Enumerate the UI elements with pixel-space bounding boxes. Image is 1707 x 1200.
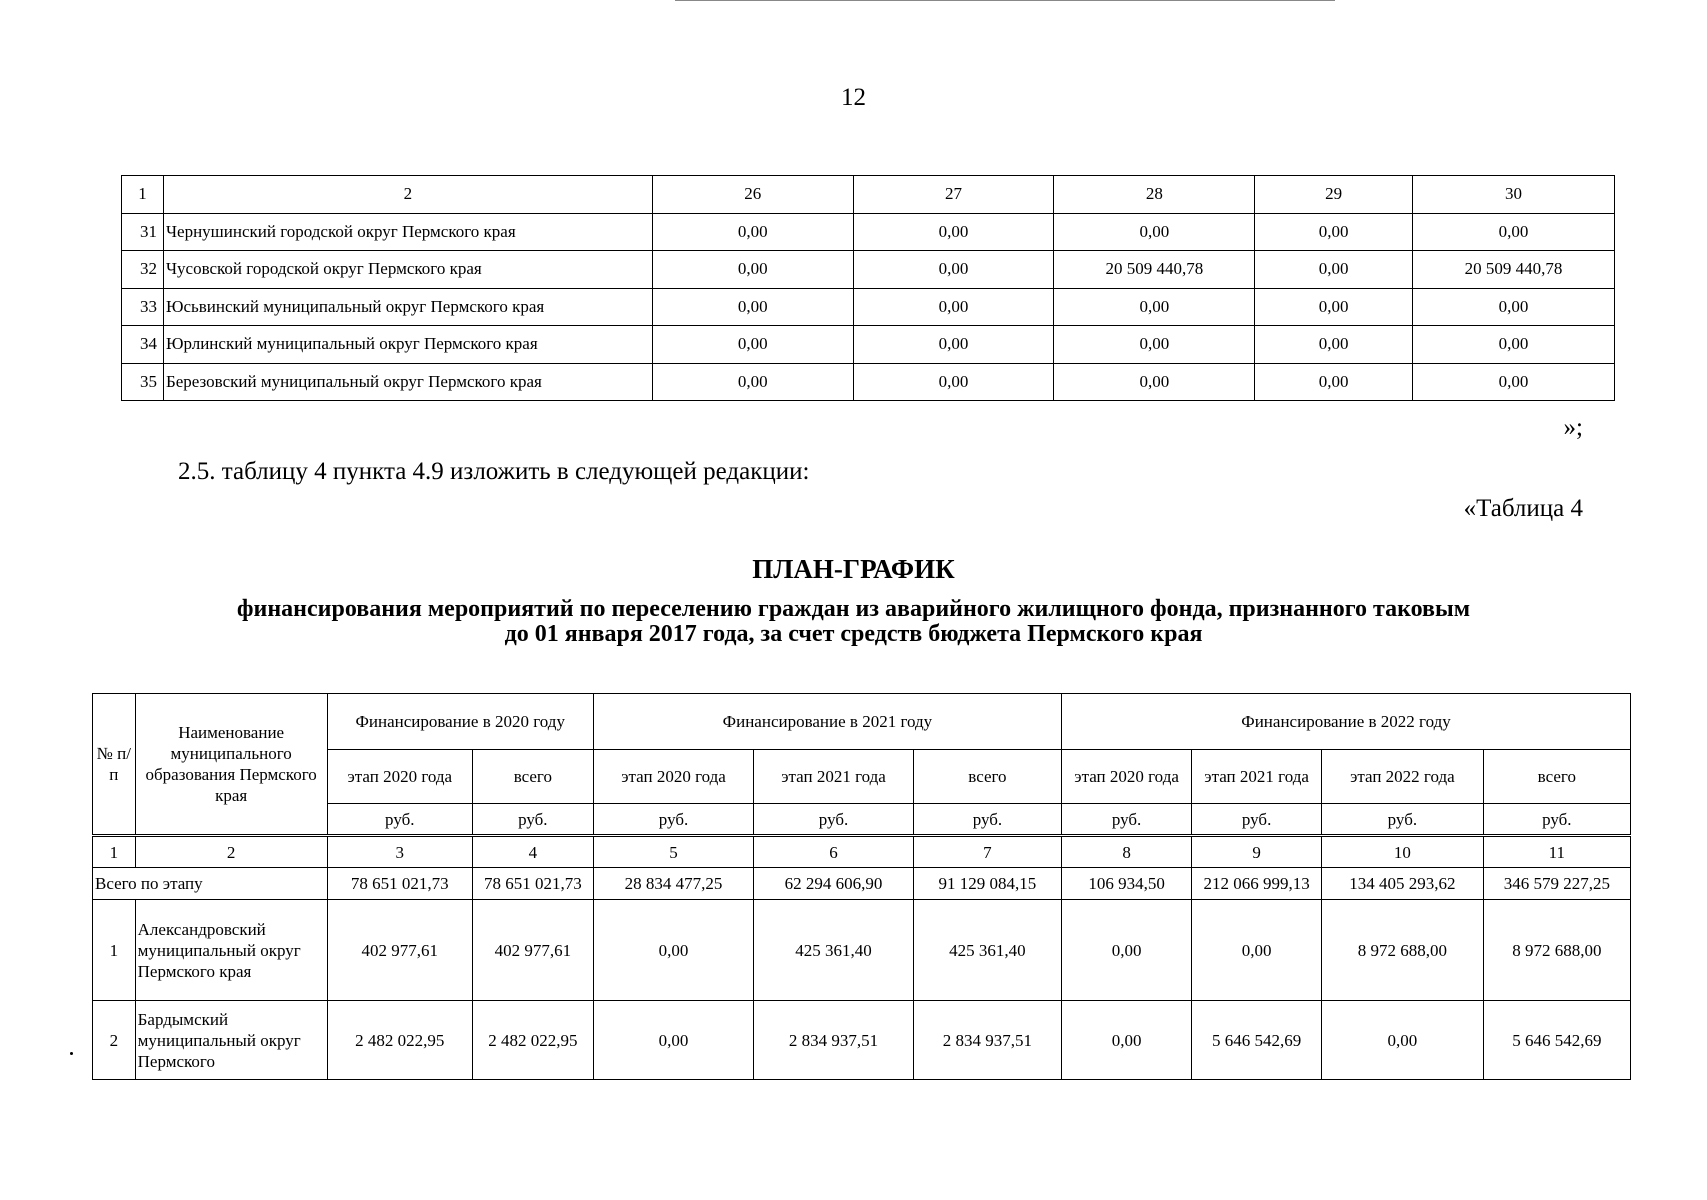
total-row: [93, 868, 1631, 900]
table-row: [122, 326, 1615, 364]
total-value: 62 294 606,90: [754, 868, 913, 900]
row-name: Чернушинский городской округ Пермского края: [163, 213, 652, 251]
table-header-row: [122, 176, 1615, 214]
header-stage: этап 2020 года: [593, 750, 754, 804]
cell: 0,00: [1054, 288, 1255, 326]
column-number: 1: [93, 836, 136, 868]
header-fin-2021: Финансирование в 2021 году: [593, 694, 1061, 750]
cell: 0,00: [1062, 900, 1192, 1001]
column-number-row: [93, 836, 1631, 868]
header-fin-2020: Финансирование в 2020 году: [327, 694, 593, 750]
cell: 20 509 440,78: [1054, 251, 1255, 289]
total-value: 28 834 477,25: [593, 868, 754, 900]
cell: 8 972 688,00: [1322, 900, 1484, 1001]
table-row: [122, 251, 1615, 289]
cell: 0,00: [1413, 213, 1615, 251]
scan-speck: [70, 1052, 73, 1055]
column-number: 2: [135, 836, 327, 868]
closing-quote: »;: [1563, 414, 1583, 441]
cell: 0,00: [593, 1001, 754, 1080]
table-row: [93, 1001, 1631, 1080]
cell: 2 834 937,51: [913, 1001, 1061, 1080]
cell: 0,00: [1413, 288, 1615, 326]
unit-cell: руб.: [1192, 804, 1322, 836]
table-row: [122, 213, 1615, 251]
row-number: 31: [122, 213, 164, 251]
column-number: 9: [1192, 836, 1322, 868]
header-cell: 30: [1413, 176, 1615, 214]
total-label: Всего по этапу: [93, 868, 328, 900]
header-cell: 29: [1255, 176, 1413, 214]
column-number: 11: [1483, 836, 1630, 868]
cell: 5 646 542,69: [1483, 1001, 1630, 1080]
cell: 0,00: [853, 363, 1054, 401]
unit-cell: руб.: [327, 804, 472, 836]
unit-cell: руб.: [1483, 804, 1630, 836]
row-number: 32: [122, 251, 164, 289]
header-row: [93, 694, 1631, 750]
table-row: [122, 288, 1615, 326]
header-stage: этап 2021 года: [1192, 750, 1322, 804]
cell: 425 361,40: [913, 900, 1061, 1001]
instruction-text: 2.5. таблицу 4 пункта 4.9 изложить в следующей редакции:: [178, 458, 810, 485]
total-value: 78 651 021,73: [327, 868, 472, 900]
row-name: Березовский муниципальный округ Пермского края: [163, 363, 652, 401]
header-stage: этап 2022 года: [1322, 750, 1484, 804]
header-fin-2022: Финансирование в 2022 году: [1062, 694, 1631, 750]
unit-cell: руб.: [754, 804, 913, 836]
column-number: 10: [1322, 836, 1484, 868]
total-value: 91 129 084,15: [913, 868, 1061, 900]
cell: 0,00: [1322, 1001, 1484, 1080]
row-name: Юрлинский муниципальный округ Пермского края: [163, 326, 652, 364]
cell: 0,00: [853, 326, 1054, 364]
cell: 2 482 022,95: [327, 1001, 472, 1080]
total-value: 78 651 021,73: [472, 868, 593, 900]
total-value: 346 579 227,25: [1483, 868, 1630, 900]
row-name: Юсьвинский муниципальный округ Пермского края: [163, 288, 652, 326]
cell: 5 646 542,69: [1192, 1001, 1322, 1080]
row-number: 1: [93, 900, 136, 1001]
cell: 0,00: [853, 213, 1054, 251]
cell: 0,00: [853, 251, 1054, 289]
column-number: 7: [913, 836, 1061, 868]
row-number: 33: [122, 288, 164, 326]
cell: 0,00: [652, 251, 853, 289]
column-number: 8: [1062, 836, 1192, 868]
header-total: всего: [472, 750, 593, 804]
header-name: Наименование муниципального образования Пермского края: [135, 694, 327, 836]
cell: 0,00: [1255, 213, 1413, 251]
unit-cell: руб.: [472, 804, 593, 836]
cell: 0,00: [593, 900, 754, 1001]
cell: 2 482 022,95: [472, 1001, 593, 1080]
row-name: Бардымский муниципальный округ Пермского: [135, 1001, 327, 1080]
header-cell: 27: [853, 176, 1054, 214]
header-stage: этап 2020 года: [1062, 750, 1192, 804]
header-stage: этап 2021 года: [754, 750, 913, 804]
cell: 0,00: [1062, 1001, 1192, 1080]
total-value: 212 066 999,13: [1192, 868, 1322, 900]
cell: 0,00: [1054, 213, 1255, 251]
unit-cell: руб.: [1322, 804, 1484, 836]
row-number: 34: [122, 326, 164, 364]
cell: 0,00: [1255, 363, 1413, 401]
row-name: Чусовской городской округ Пермского края: [163, 251, 652, 289]
header-total: всего: [913, 750, 1061, 804]
cell: 0,00: [652, 326, 853, 364]
total-value: 106 934,50: [1062, 868, 1192, 900]
column-number: 5: [593, 836, 754, 868]
row-number: 35: [122, 363, 164, 401]
header-stage: этап 2020 года: [327, 750, 472, 804]
cell: 0,00: [1413, 326, 1615, 364]
cell: 0,00: [1255, 288, 1413, 326]
cell: 0,00: [652, 288, 853, 326]
table-row: [93, 900, 1631, 1001]
plan-subtitle-line: финансирования мероприятий по переселению граждан из аварийного жилищного фонда, признанного таковым: [236, 596, 1471, 622]
plan-table: [92, 693, 1631, 1080]
header-total: всего: [1483, 750, 1630, 804]
plan-subtitle-line: до 01 января 2017 года, за счет средств бюджета Пермского края: [504, 621, 1203, 647]
cell: 0,00: [853, 288, 1054, 326]
cell: 0,00: [652, 213, 853, 251]
cell: 8 972 688,00: [1483, 900, 1630, 1001]
row-number: 2: [93, 1001, 136, 1080]
page-number: 12: [841, 84, 866, 111]
cell: 20 509 440,78: [1413, 251, 1615, 289]
header-cell: 2: [163, 176, 652, 214]
header-num: № п/п: [93, 694, 136, 836]
row-name: Александровский муниципальный округ Пермского края: [135, 900, 327, 1001]
header-cell: 28: [1054, 176, 1255, 214]
continued-table: [121, 175, 1615, 401]
cell: 0,00: [1054, 363, 1255, 401]
total-value: 134 405 293,62: [1322, 868, 1484, 900]
column-number: 4: [472, 836, 593, 868]
cell: 402 977,61: [327, 900, 472, 1001]
cell: 2 834 937,51: [754, 1001, 913, 1080]
unit-cell: руб.: [913, 804, 1061, 836]
header-cell: 26: [652, 176, 853, 214]
header-cell: 1: [122, 176, 164, 214]
unit-cell: руб.: [593, 804, 754, 836]
cell: 0,00: [652, 363, 853, 401]
cell: 0,00: [1255, 251, 1413, 289]
scan-top-edge: [675, 0, 1335, 1]
cell: 0,00: [1192, 900, 1322, 1001]
cell: 425 361,40: [754, 900, 913, 1001]
cell: 0,00: [1255, 326, 1413, 364]
table-label: «Таблица 4: [1463, 495, 1583, 522]
cell: 402 977,61: [472, 900, 593, 1001]
plan-title: ПЛАН-ГРАФИК: [752, 554, 955, 584]
unit-cell: руб.: [1062, 804, 1192, 836]
column-number: 3: [327, 836, 472, 868]
cell: 0,00: [1054, 326, 1255, 364]
plan-subtitle: [100, 597, 1607, 647]
cell: 0,00: [1413, 363, 1615, 401]
column-number: 6: [754, 836, 913, 868]
table-row: [122, 363, 1615, 401]
